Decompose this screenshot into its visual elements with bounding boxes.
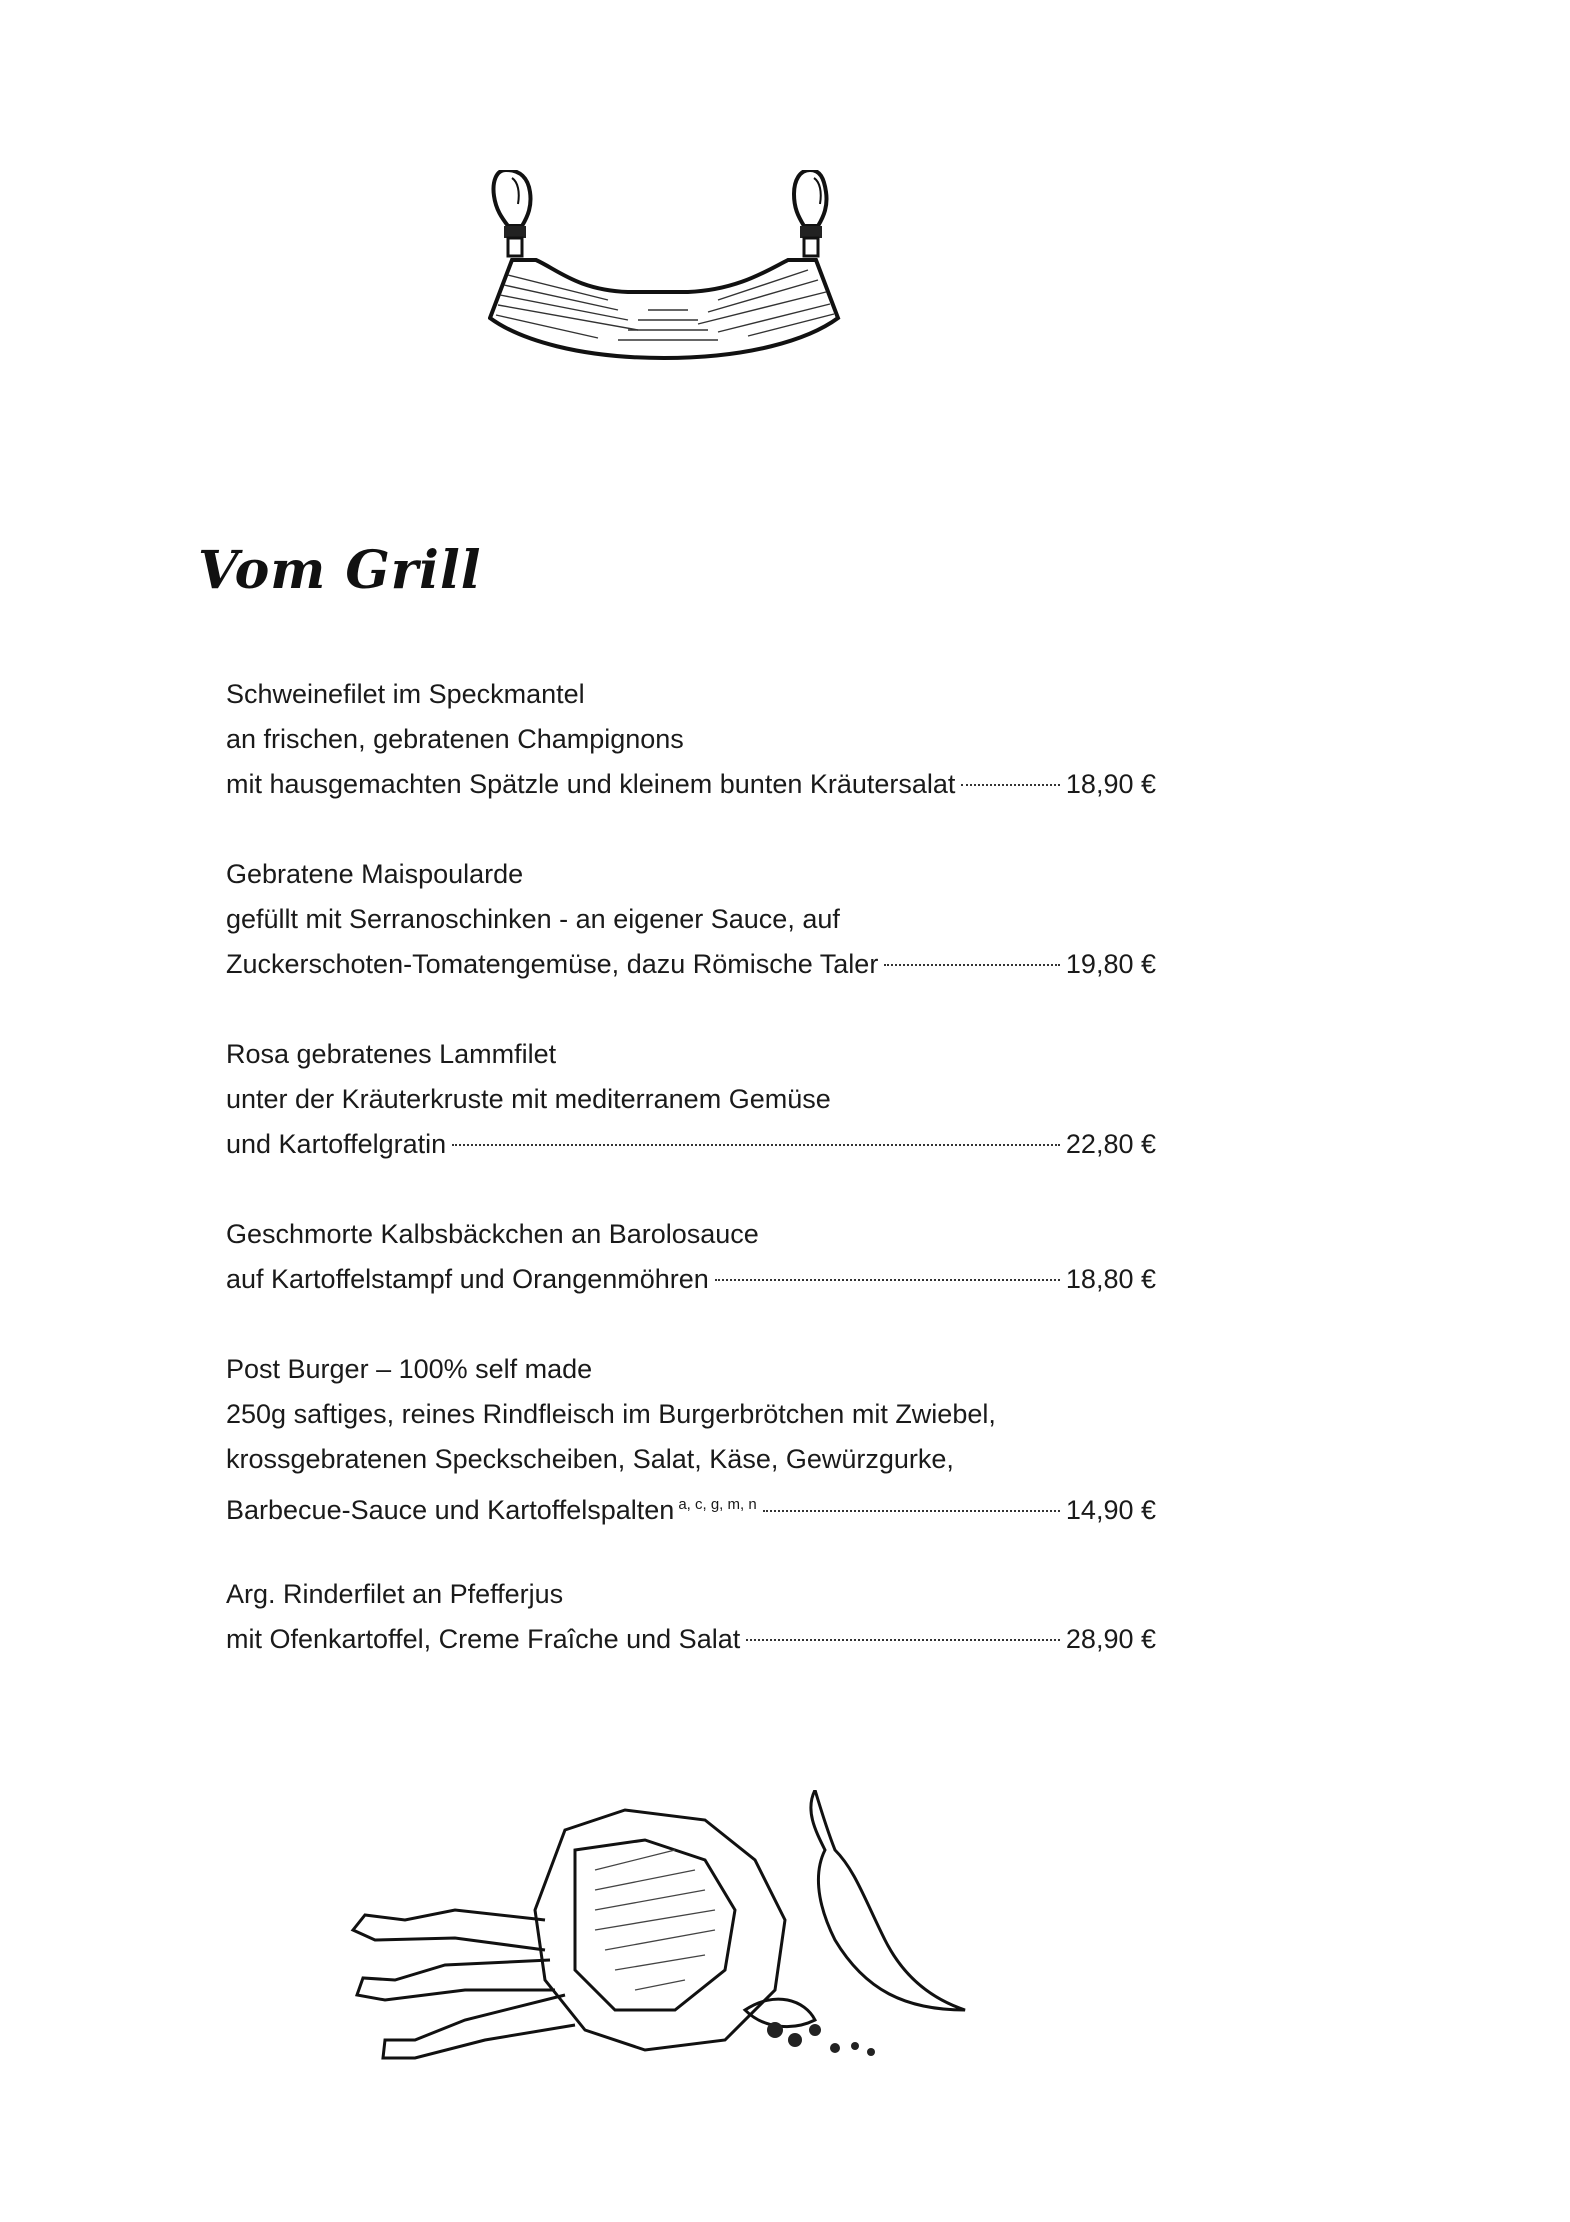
dish-description: mit hausgemachten Spätzle und kleinem bunten Kräutersalat (226, 769, 956, 799)
dish-price-line (226, 1257, 1156, 1302)
dish-name: Arg. Rinderfilet an Pfefferjus (226, 1579, 564, 1609)
dish-price-line (226, 1617, 1156, 1662)
section-title: Vom Grill (198, 540, 482, 601)
dish-price-line (226, 1482, 1156, 1527)
menu-list (226, 672, 1156, 1707)
dish-name: Post Burger – 100% self made (226, 1354, 593, 1384)
dish-description: Barbecue-Sauce und Kartoffelspalten (226, 1495, 675, 1525)
menu-item (226, 1572, 1156, 1662)
menu-item (226, 672, 1156, 807)
dot-leader (961, 784, 1059, 786)
dish-price-line (226, 942, 1156, 987)
mezzaluna-knife-illustration (488, 170, 858, 370)
menu-item (226, 852, 1156, 987)
dish-description: auf Kartoffelstampf und Orangenmöhren (226, 1264, 709, 1294)
dish-name: Rosa gebratenes Lammfilet (226, 1039, 557, 1069)
dot-leader (746, 1639, 1060, 1641)
dish-price: 14,90 € (1065, 1495, 1156, 1525)
menu-item (226, 1347, 1156, 1527)
dish-price: 22,80 € (1065, 1129, 1156, 1159)
dish-description: unter der Kräuterkruste mit mediterranem Gemüse (226, 1084, 831, 1114)
rack-of-lamb-chili-illustration (345, 1790, 985, 2100)
dot-leader (452, 1144, 1060, 1146)
dish-description: mit Ofenkartoffel, Creme Fraîche und Salat (226, 1624, 741, 1654)
dish-description: krossgebratenen Speckscheiben, Salat, Käse, Gewürzgurke, (226, 1444, 954, 1474)
dish-description: und Kartoffelgratin (226, 1129, 447, 1159)
dish-price: 19,80 € (1065, 949, 1156, 979)
dish-description: Zuckerschoten-Tomatengemüse, dazu Römische Taler (226, 949, 879, 979)
allergen-codes: a, c, g, m, n (678, 1496, 757, 1513)
dish-price-line (226, 762, 1156, 807)
dish-price-line (226, 1122, 1156, 1167)
dish-price: 18,80 € (1065, 1264, 1156, 1294)
menu-item (226, 1212, 1156, 1302)
menu-item (226, 1032, 1156, 1167)
dish-name: Schweinefilet im Speckmantel (226, 679, 585, 709)
dot-leader (884, 964, 1060, 966)
dish-name: Geschmorte Kalbsbäckchen an Barolosauce (226, 1219, 759, 1249)
dish-name: Gebratene Maispoularde (226, 859, 524, 889)
dish-description: gefüllt mit Serranoschinken - an eigener Sauce, auf (226, 904, 840, 934)
dish-price: 28,90 € (1065, 1624, 1156, 1654)
dot-leader (715, 1279, 1060, 1281)
dish-description: an frischen, gebratenen Champignons (226, 724, 684, 754)
dish-price: 18,90 € (1065, 769, 1156, 799)
dot-leader (763, 1510, 1060, 1512)
dish-description: 250g saftiges, reines Rindfleisch im Burgerbrötchen mit Zwiebel, (226, 1399, 996, 1429)
